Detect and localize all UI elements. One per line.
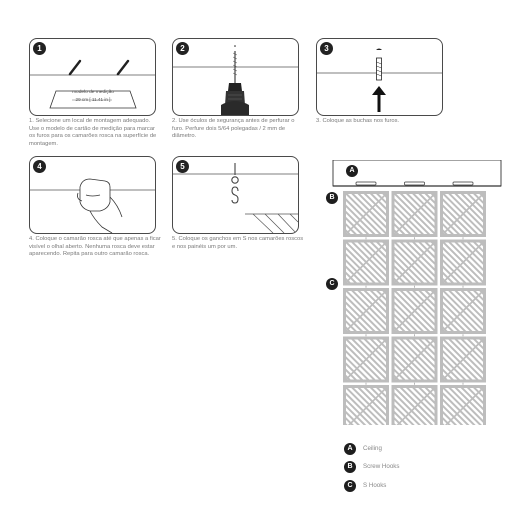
legend-item-s-hooks <box>344 479 386 492</box>
legend-label: Ceiling <box>363 445 382 452</box>
legend-label: Screw Hooks <box>363 463 400 470</box>
legend-item-ceiling <box>344 442 382 455</box>
screw-hook <box>356 182 376 185</box>
legend-badge: C <box>344 480 356 492</box>
wall-anchor-icon <box>377 58 382 80</box>
step-5-badge: 5 <box>176 160 189 173</box>
screw-hook <box>405 182 425 185</box>
step-2-illustration <box>173 39 298 115</box>
hole-mark <box>376 49 382 51</box>
step-2-badge: 2 <box>176 42 189 55</box>
drill-icon <box>221 45 249 115</box>
pencil-icon <box>69 61 80 75</box>
callout-c: C <box>326 278 338 290</box>
screw-hook <box>453 182 473 185</box>
arrow-up-icon <box>372 86 386 112</box>
legend-item-screw-hooks <box>344 460 399 473</box>
legend-badge: B <box>344 461 356 473</box>
s-hook-icon <box>232 163 238 203</box>
step-1-panel <box>29 38 156 116</box>
callout-b: B <box>326 192 338 204</box>
step-5-illustration <box>173 157 298 233</box>
step-3-illustration <box>317 39 442 115</box>
hand-icon <box>78 179 123 233</box>
step-4-caption: 4. Coloque o camarão rosca até que apenas a ficar visível o olhal aberto. Nenhuma rosca deve estar aparecendo. Repita para outro camarão rosca. <box>29 236 161 258</box>
panel-corner <box>245 214 298 233</box>
step-2-panel <box>172 38 299 116</box>
step-4-illustration <box>30 157 155 233</box>
step-5-caption: 5. Coloque os ganchos em S nos camarões roscos e nos painéis um por um. <box>172 236 304 250</box>
step-1-badge: 1 <box>33 42 46 55</box>
installation-diagram <box>330 160 510 425</box>
panel-grid <box>330 182 510 425</box>
step-4-badge: 4 <box>33 160 46 173</box>
step-1-illustration <box>30 39 155 115</box>
legend-badge: A <box>344 443 356 455</box>
step-1-caption: 1. Selecione um local de montagem adequado. Use o modelo de cartão de medição para marcar os furos para os camarões rosca na superfície de montagem. <box>29 118 157 147</box>
callout-a: A <box>346 165 358 177</box>
step-4-panel <box>29 156 156 234</box>
card-measure: 29 cm [ 11.41 in ] <box>75 97 111 102</box>
card-title: modelo de medição <box>72 90 114 95</box>
pencil-icon <box>117 61 128 75</box>
legend-label: S Hooks <box>363 482 387 489</box>
step-3-caption: 3. Coloque as buchas nos furos. <box>316 118 400 124</box>
step-2-caption: 2. Use óculos de segurança antes de perfurar o furo. Perfure dois 5/64 polegadas / 2 mm de diâmetro. <box>172 118 295 140</box>
step-3-badge: 3 <box>320 42 333 55</box>
step-3-panel <box>316 38 443 116</box>
step-5-panel <box>172 156 299 234</box>
